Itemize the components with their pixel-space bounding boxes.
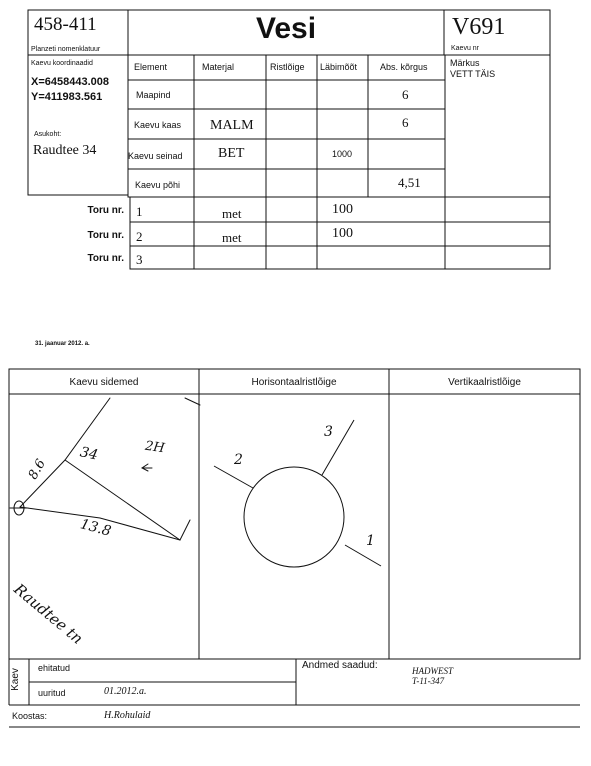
coord-y — [31, 91, 102, 103]
address-label: Asukoht: — [34, 131, 62, 138]
row-material: BET — [218, 146, 245, 161]
pipe-material: met — [222, 230, 242, 245]
row-height: 6 — [402, 87, 409, 102]
row-element: Kaevu põhi — [135, 180, 181, 190]
col-abs-height: Abs. kõrgus — [380, 62, 428, 72]
pipe-number-2: 2 — [234, 452, 243, 468]
measure-34: 34 — [78, 444, 100, 464]
pipe-label: Toru nr. — [87, 230, 124, 241]
kaev-label: Kaev — [9, 668, 21, 691]
data-source-label: Andmed saadud: — [302, 660, 378, 671]
coord-x-value: 6458443.008 — [44, 76, 109, 88]
sheet-code: 458-411 — [34, 14, 97, 35]
pipe-nr: 3 — [136, 252, 143, 267]
surveyed-label: uuritud — [38, 688, 66, 698]
coord-x-label: X= — [31, 76, 45, 88]
pipe-label: Toru nr. — [87, 253, 124, 264]
built-label: ehitatud — [38, 663, 71, 673]
section-links-title: Kaevu sidemed — [69, 377, 139, 388]
col-cross-section: Ristlõige — [270, 62, 305, 72]
pipe-label: Toru nr. — [87, 205, 124, 216]
sheet-code-caption: Planzeti nomenklatuur — [31, 46, 101, 53]
row-element: Kaevu seinad — [128, 151, 183, 161]
col-material: Materjal — [202, 62, 235, 72]
pipe-diameter: 100 — [332, 202, 353, 217]
coord-x — [31, 76, 109, 88]
row-height: 4,51 — [398, 175, 421, 190]
address-value: Raudtee 34 — [33, 143, 97, 158]
well-id: V691 — [452, 14, 506, 40]
pipe-number-1: 1 — [366, 533, 375, 549]
street-name: Raudtee tn — [10, 580, 87, 648]
measure-138: 13.8 — [78, 516, 113, 540]
notes-label: Märkus — [450, 58, 480, 68]
row-diameter: 1000 — [332, 149, 353, 159]
section-horizontal-title: Horisontaalristlõige — [251, 377, 337, 388]
page-title: Vesi — [255, 12, 317, 45]
author-label: Koostas: — [12, 711, 48, 721]
pipe-diameter: 100 — [332, 226, 353, 241]
pipe-nr: 1 — [136, 204, 143, 219]
surveyed-value: 01.2012.a. — [104, 686, 147, 697]
label-2h: 2H — [144, 438, 166, 457]
pipe-material: met — [222, 206, 242, 221]
data-source-value-1: HADWEST — [412, 666, 453, 676]
pipe-nr: 2 — [136, 229, 143, 244]
row-height: 6 — [402, 115, 409, 130]
notes-value: VETT TÄIS — [450, 69, 496, 79]
row-material: MALM — [210, 118, 254, 133]
pipe-number-3: 3 — [324, 424, 333, 440]
coords-label: Kaevu koordinaadid — [31, 60, 93, 67]
measure-86: 8.6 — [25, 456, 50, 483]
col-diameter: Läbimõõt — [320, 62, 358, 72]
data-source-value-2: T-11-347 — [412, 676, 445, 686]
section-vertical-title: Vertikaalristlõige — [448, 377, 521, 388]
row-element: Maapind — [136, 90, 171, 100]
col-element: Element — [134, 62, 168, 72]
coord-y-label: Y= — [31, 91, 45, 103]
author-value: H.Rohulaid — [104, 710, 151, 721]
document-date: 31. jaanuar 2012. a. — [35, 341, 90, 347]
well-id-caption: Kaevu nr — [451, 45, 480, 52]
row-element: Kaevu kaas — [134, 120, 182, 130]
coord-y-value: 411983.561 — [44, 91, 103, 103]
